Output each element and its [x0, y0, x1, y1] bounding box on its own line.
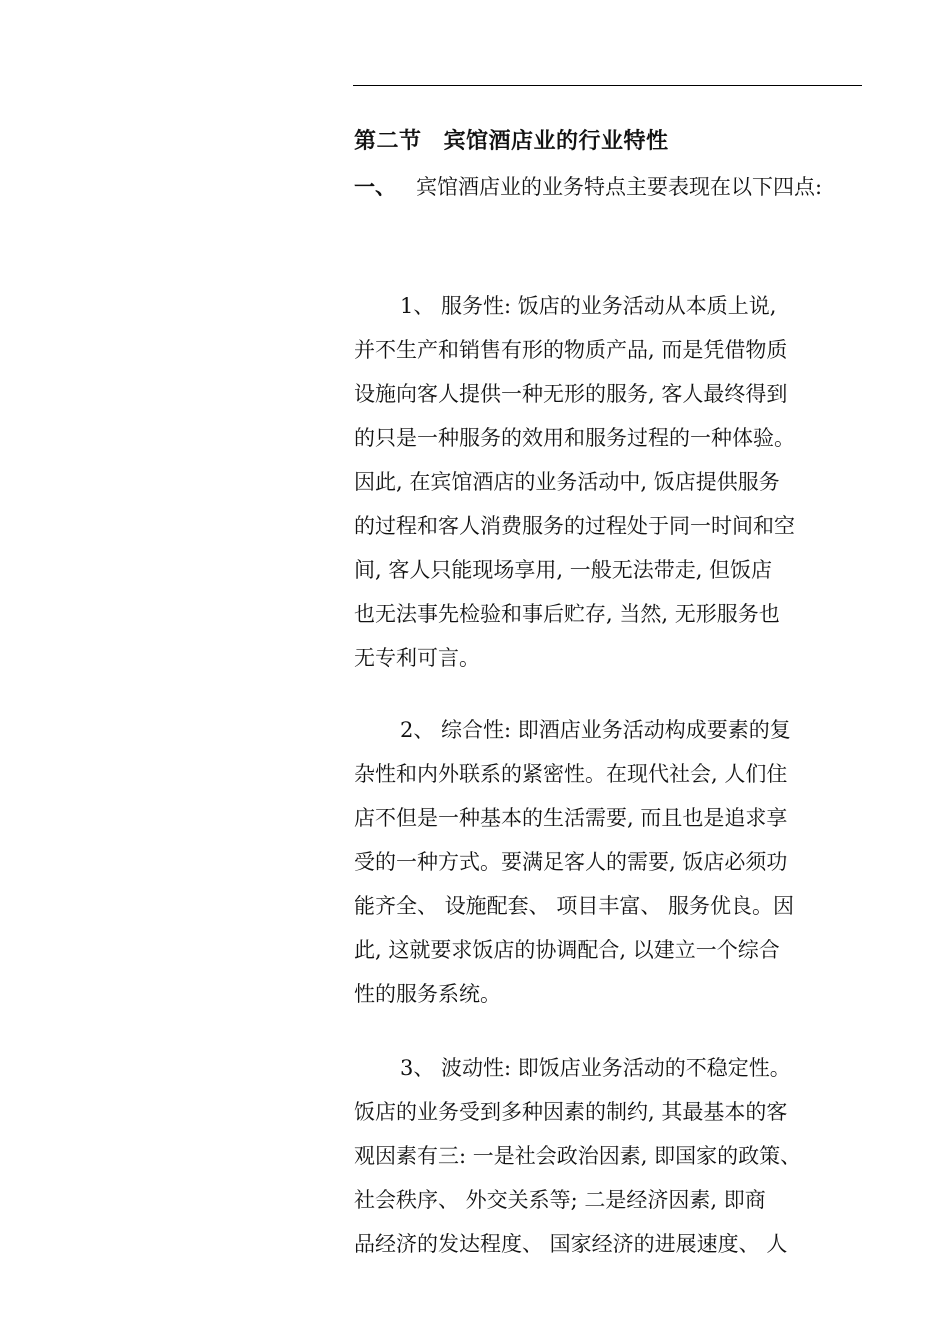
paragraph-line: 杂性和内外联系的紧密性。在现代社会, 人们住	[354, 762, 788, 786]
subheading-marker: 一、	[354, 174, 396, 199]
paragraph-line: 并不生产和销售有形的物质产品, 而是凭借物质	[354, 338, 788, 362]
paragraph-service	[354, 284, 854, 680]
paragraph-line: 性的服务系统。	[354, 982, 501, 1006]
paragraph-volatility	[354, 1046, 854, 1266]
paragraph-comprehensive	[354, 708, 854, 1016]
paragraph-line: 能齐全、 设施配套、 项目丰富、 服务优良。因	[354, 894, 795, 918]
section-heading	[354, 124, 669, 158]
paragraph-line: 1、 服务性: 饭店的业务活动从本质上说,	[400, 294, 777, 318]
paragraph-line: 品经济的发达程度、 国家经济的进展速度、 人	[354, 1232, 788, 1256]
header-rule	[353, 85, 862, 86]
paragraph-line: 的过程和客人消费服务的过程处于同一时间和空	[354, 514, 795, 538]
paragraph-line: 因此, 在宾馆酒店的业务活动中, 饭店提供服务	[354, 470, 780, 494]
paragraph-line: 受的一种方式。要满足客人的需要, 饭店必须功	[354, 850, 788, 874]
paragraph-line: 也无法事先检验和事后贮存, 当然, 无形服务也	[354, 602, 780, 626]
paragraph-line: 店不但是一种基本的生活需要, 而且也是追求享	[354, 806, 788, 830]
paragraph-line: 观因素有三: 一是社会政治因素, 即国家的政策、	[354, 1144, 802, 1168]
paragraph-line: 此, 这就要求饭店的协调配合, 以建立一个综合	[354, 938, 780, 962]
paragraph-line: 无专利可言。	[354, 646, 480, 670]
paragraph-line: 设施向客人提供一种无形的服务, 客人最终得到	[354, 382, 788, 406]
paragraph-line: 饭店的业务受到多种因素的制约, 其最基本的客	[354, 1100, 788, 1124]
paragraph-line: 的只是一种服务的效用和服务过程的一种体验。	[354, 426, 795, 450]
subheading	[354, 170, 822, 204]
subheading-text: 宾馆酒店业的业务特点主要表现在以下四点:	[416, 175, 823, 199]
section-title: 宾馆酒店业的行业特性	[443, 128, 669, 154]
paragraph-line: 2、 综合性: 即酒店业务活动构成要素的复	[400, 718, 791, 742]
paragraph-line: 间, 客人只能现场享用, 一般无法带走, 但饭店	[354, 558, 773, 582]
paragraph-line: 3、 波动性: 即饭店业务活动的不稳定性。	[400, 1056, 791, 1080]
section-number: 第二节	[354, 128, 422, 154]
paragraph-line: 社会秩序、 外交关系等; 二是经济因素, 即商	[354, 1188, 766, 1212]
